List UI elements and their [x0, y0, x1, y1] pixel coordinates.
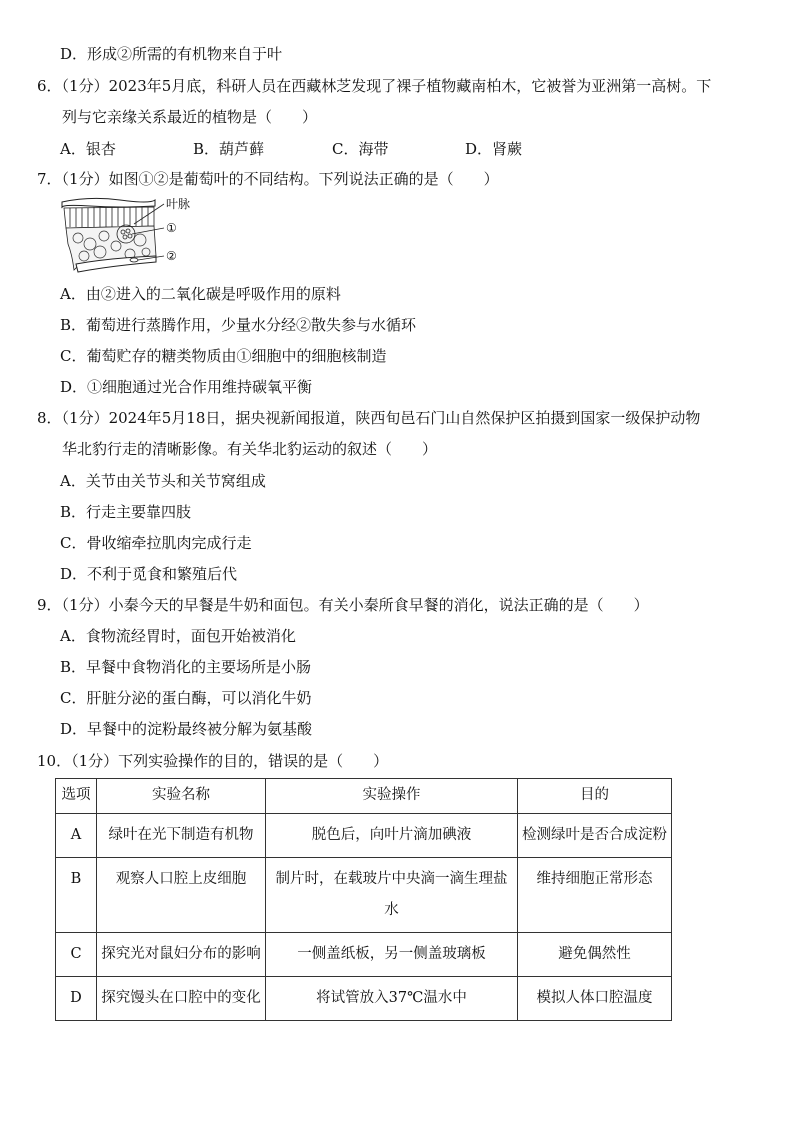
q7-option-a: A．由②进入的二氧化碳是呼吸作用的原料	[60, 285, 341, 303]
q9-option-a: A．食物流经胃时，面包开始被消化	[60, 627, 296, 645]
q7-option-c: C．葡萄贮存的糖类物质由①细胞中的细胞核制造	[60, 347, 387, 365]
q6-option-c: C．海带	[332, 140, 389, 158]
q8-stem-line2: 华北豹行走的清晰影像。有关华北豹运动的叙述（ ）	[62, 440, 438, 458]
q8-option-b: B．行走主要靠四肢	[60, 503, 192, 521]
row-c-purpose: 避免偶然性	[518, 933, 672, 977]
label-1: ①	[166, 221, 177, 235]
row-b-purpose: 维持细胞正常形态	[518, 858, 672, 933]
table-row	[56, 977, 672, 1021]
row-d-purpose: 模拟人体口腔温度	[518, 977, 672, 1021]
row-d-option: D	[56, 977, 97, 1021]
header-option: 选项	[56, 779, 97, 814]
row-a-operation: 脱色后，向叶片滴加碘液	[266, 814, 518, 858]
q6-options	[60, 138, 760, 158]
q7-option-d: D．①细胞通过光合作用维持碳氧平衡	[60, 378, 313, 396]
leaf-section-illustration	[60, 194, 200, 276]
row-c-option: C	[56, 933, 97, 977]
q9-stem: 9．（1分）小秦今天的早餐是牛奶和面包。有关小秦所食早餐的消化，说法正确的是（ ）	[37, 596, 649, 614]
row-c-operation: 一侧盖纸板，另一侧盖玻璃板	[266, 933, 518, 977]
row-b-option: B	[56, 858, 97, 933]
label-2: ②	[166, 249, 177, 263]
q6-option-b: B．葫芦藓	[193, 140, 265, 158]
table-row	[56, 858, 672, 933]
row-d-operation: 将试管放入37℃温水中	[266, 977, 518, 1021]
q6-stem-line1: 6．（1分）2023年5月底，科研人员在西藏林芝发现了裸子植物藏南柏木，它被誉为亚洲第一高树。下	[37, 77, 712, 95]
row-b-operation: 制片时，在载玻片中央滴一滴生理盐水	[266, 858, 518, 933]
row-a-name: 绿叶在光下制造有机物	[97, 814, 266, 858]
row-c-name: 探究光对鼠妇分布的影响	[97, 933, 266, 977]
q7-stem: 7．（1分）如图①②是葡萄叶的不同结构。下列说法正确的是（ ）	[37, 170, 499, 188]
q10-stem: 10．（1分）下列实验操作的目的，错误的是（ ）	[37, 752, 389, 770]
row-a-option: A	[56, 814, 97, 858]
header-experiment-operation: 实验操作	[266, 779, 518, 814]
row-a-purpose: 检测绿叶是否合成淀粉	[518, 814, 672, 858]
q7-option-b: B．葡萄进行蒸腾作用，少量水分经②散失参与水循环	[60, 316, 417, 334]
q8-option-c: C．骨收缩牵拉肌肉完成行走	[60, 534, 252, 552]
q9-option-b: B．早餐中食物消化的主要场所是小肠	[60, 658, 312, 676]
header-purpose: 目的	[518, 779, 672, 814]
table-row	[56, 814, 672, 858]
q5-option-d: D．形成②所需的有机物来自于叶	[60, 45, 283, 63]
leaf-cross-section-figure	[60, 194, 200, 276]
experiment-table	[55, 778, 672, 1021]
q8-option-d: D．不利于觅食和繁殖后代	[60, 565, 238, 583]
q9-option-d: D．早餐中的淀粉最终被分解为氨基酸	[60, 720, 313, 738]
table-row	[56, 933, 672, 977]
table-header-row	[56, 779, 672, 814]
q9-option-c: C．肝脏分泌的蛋白酶，可以消化牛奶	[60, 689, 312, 707]
label-vein: 叶脉	[166, 197, 191, 211]
q6-option-a: A．银杏	[60, 140, 116, 158]
row-b-name: 观察人口腔上皮细胞	[97, 858, 266, 933]
q6-stem-line2: 列与它亲缘关系最近的植物是（ ）	[62, 108, 318, 126]
header-experiment-name: 实验名称	[97, 779, 266, 814]
row-d-name: 探究馒头在口腔中的变化	[97, 977, 266, 1021]
q6-option-d: D．肾蕨	[465, 140, 523, 158]
q8-stem-line1: 8．（1分）2024年5月18日，据央视新闻报道，陕西旬邑石门山自然保护区拍摄到国家一级保护动物	[37, 409, 701, 427]
q8-option-a: A．关节由关节头和关节窝组成	[60, 472, 266, 490]
